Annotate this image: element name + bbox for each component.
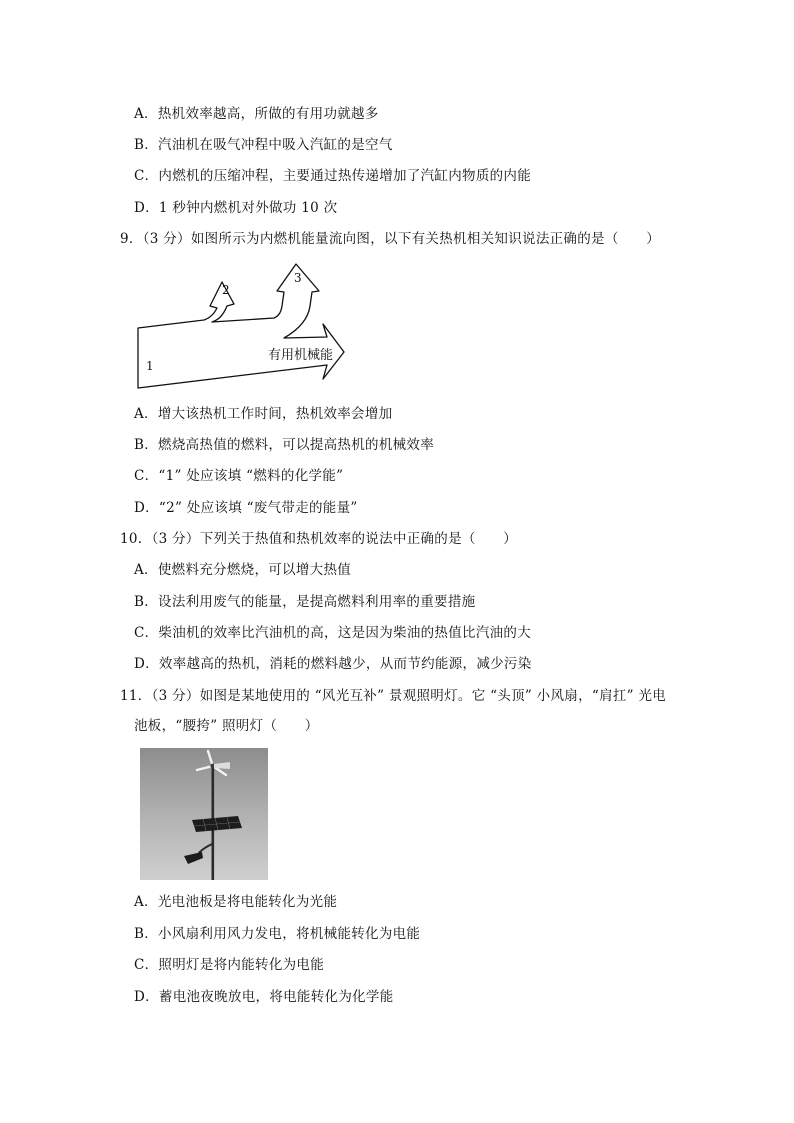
q8-option-c: C．内燃机的压缩冲程，主要通过热传递增加了汽缸内物质的内能 bbox=[134, 168, 532, 184]
q10-option-a: A．使燃料充分燃烧，可以增大热值 bbox=[134, 562, 352, 578]
diagram-label-useful-energy: 有用机械能 bbox=[268, 348, 334, 363]
diagram-label-2: 2 bbox=[222, 283, 230, 297]
q9-option-b: B．燃烧高热值的燃料，可以提高热机的机械效率 bbox=[134, 437, 435, 453]
q9-option-c: C．“1” 处应该填 “燃料的化学能” bbox=[134, 468, 344, 484]
diagram-label-3: 3 bbox=[294, 271, 302, 285]
energy-flow-diagram bbox=[134, 258, 368, 398]
q11-option-d: D．蓄电池夜晚放电，将电能转化为化学能 bbox=[134, 989, 394, 1005]
q8-option-a: A．热机效率越高，所做的有用功就越多 bbox=[134, 106, 379, 122]
q10-option-d: D．效率越高的热机，消耗的燃料越少，从而节约能源，减少污染 bbox=[134, 656, 532, 672]
q11-stem-line-2: 池板，“腰挎” 照明灯（ ） bbox=[134, 718, 319, 734]
wind-solar-street-lamp-photo bbox=[140, 748, 268, 880]
q11-stem-line-1: 11．（3 分）如图是某地使用的 “风光互补” 景观照明灯。它 “头顶” 小风扇，“肩扛” 光电 bbox=[120, 688, 667, 704]
q9-stem: 9．（3 分）如图所示为内燃机能量流向图，以下有关热机相关知识说法正确的是（ ） bbox=[120, 231, 661, 247]
q9-option-d: D．“2” 处应该填 “废气带走的能量” bbox=[134, 500, 358, 516]
q11-option-c: C．照明灯是将内能转化为电能 bbox=[134, 957, 325, 973]
q8-option-b: B．汽油机在吸气冲程中吸入汽缸的是空气 bbox=[134, 137, 393, 153]
q10-option-c: C．柴油机的效率比汽油机的高，这是因为柴油的热值比汽油的大 bbox=[134, 625, 532, 641]
q11-option-a: A．光电池板是将电能转化为光能 bbox=[134, 894, 338, 910]
q8-option-d: D．1 秒钟内燃机对外做功 10 次 bbox=[134, 200, 338, 216]
energy-flow-outline bbox=[138, 264, 344, 388]
diagram-label-1: 1 bbox=[146, 359, 154, 373]
q9-option-a: A．增大该热机工作时间，热机效率会增加 bbox=[134, 406, 393, 422]
q10-option-b: B．设法利用废气的能量，是提高燃料利用率的重要措施 bbox=[134, 594, 476, 610]
q11-option-b: B．小风扇利用风力发电，将机械能转化为电能 bbox=[134, 926, 421, 942]
q10-stem: 10．（3 分）下列关于热值和热机效率的说法中正确的是（ ） bbox=[120, 531, 518, 547]
